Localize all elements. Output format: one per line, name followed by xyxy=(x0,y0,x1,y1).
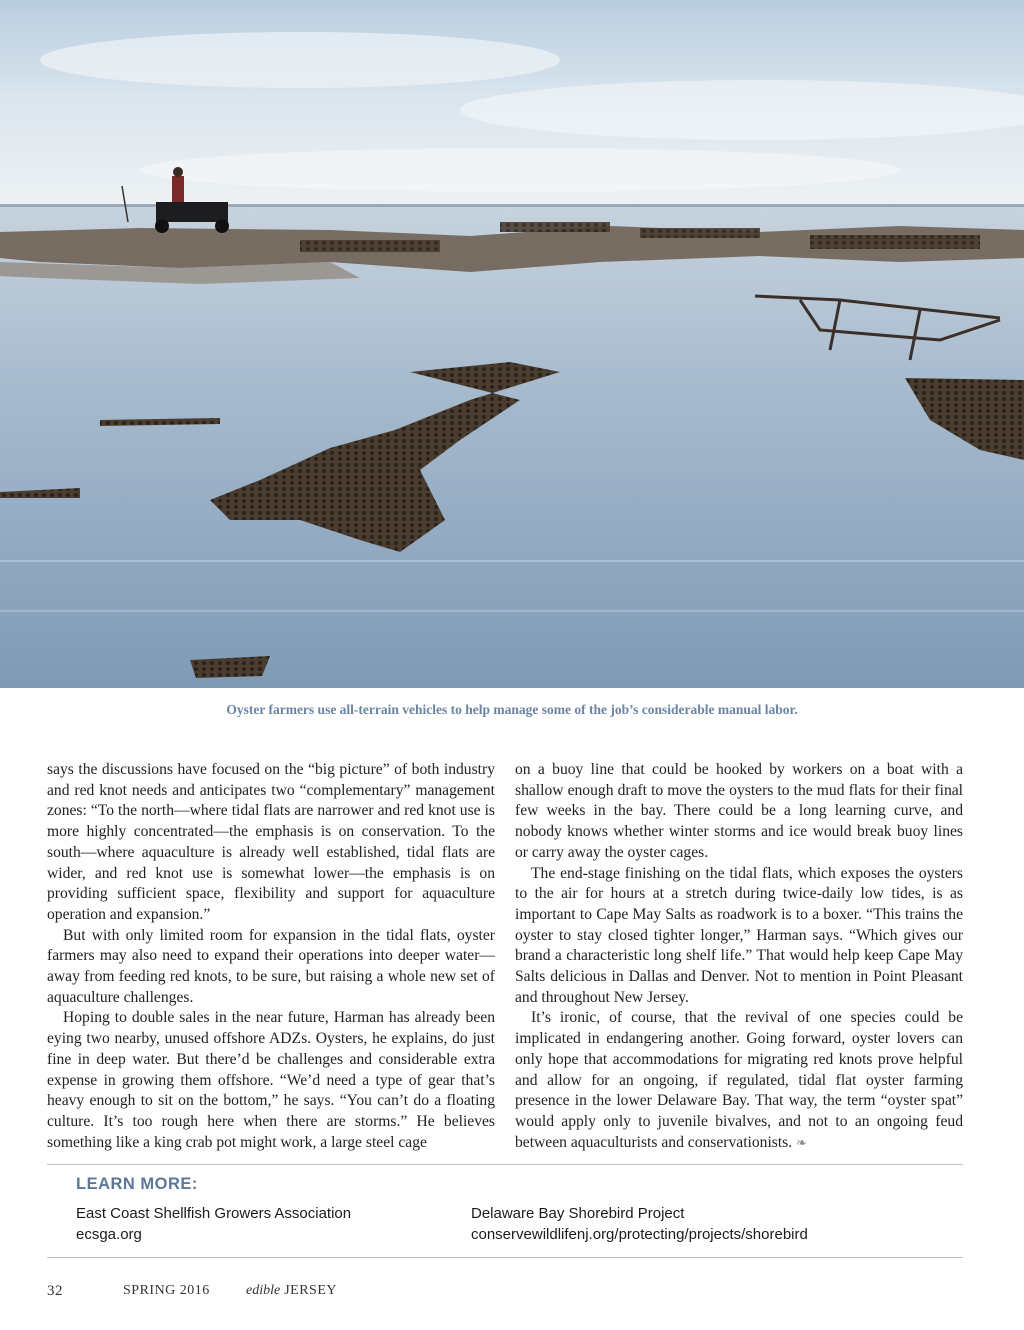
article-column-left xyxy=(47,760,495,1153)
article-paragraph-last xyxy=(515,1008,963,1153)
resource-item xyxy=(76,1203,351,1245)
learn-more-heading: LEARN MORE: xyxy=(76,1175,198,1193)
divider xyxy=(47,1257,963,1258)
article-paragraph: Hoping to double sales in the near future, Harman has already been eying two nearby, unused offshore ADZs. Oysters, he explains, do just fine in deep water. But there’d be challenges and considerable extra expense in growing them offshore. “We’d need a type of gear that’s heavy enough to sit on the bottom,” he says. “You can’t do a floating culture. It’s too rough here when there are storms.” He believes something like a king crab pot might work, a large steel cage xyxy=(47,1009,495,1151)
resource-link[interactable]: conservewildlifenj.org/protecting/projects/shorebird xyxy=(471,1226,808,1243)
resource-name: Delaware Bay Shorebird Project xyxy=(471,1205,685,1222)
issue-label: SPRING 2016 xyxy=(123,1283,210,1298)
resource-item xyxy=(471,1203,808,1245)
resource-link[interactable]: ecsga.org xyxy=(76,1226,142,1243)
divider xyxy=(47,1164,963,1165)
resource-name: East Coast Shellfish Growers Association xyxy=(76,1205,352,1222)
page-number: 32 xyxy=(47,1283,63,1299)
article-paragraph-text: It’s ironic, of course, that the revival of one species could be implicated in endangering another. Going forward, oyster lovers can only hope that accommodations for migrating red knots prove helpful and allow for an ongoing, if regulated, tidal flat oyster farming presence in the lower Delaware Bay. That way, the term “oyster spat” would apply only to juvenile bivalves, and not to an ongoing feud between aquaculturists and conservationists. xyxy=(515,1009,963,1151)
magazine-name-italic: edible xyxy=(246,1283,281,1298)
article-paragraph: on a buoy line that could be hooked by workers on a boat with a shallow enough draft to move the oysters to the mud flats for their final few weeks in the bay. There could be a long learning curve, and nobody knows whether winter storms and ice would break buoy lines or carry away the oyster cages. xyxy=(515,761,963,861)
photo-caption: Oyster farmers use all-terrain vehicles to help manage some of the job’s considerable manual labor. xyxy=(226,702,798,717)
article-column-right xyxy=(515,760,963,1153)
article-paragraph: But with only limited room for expansion in the tidal flats, oyster farmers may also need to expand their operations into deeper water—away from feeding red knots, to be sure, but raising a whole new set of aquaculture challenges. xyxy=(47,926,495,1006)
magazine-name-plain: JERSEY xyxy=(284,1283,338,1298)
article-paragraph: says the discussions have focused on the “big picture” of both industry and red knot needs and anticipates two “complementary” management zones: “To the north—where tidal flats are narrower and red knot use is more highly concentrated—the emphasis is on conservation. To the south—where aquaculture is already well established, tidal flats are wider, and red knot use is somewhat lower—the emphasis is on providing sufficient space, flexibility and support for aquaculture operation and expansion.” xyxy=(47,761,495,923)
magazine-name xyxy=(246,1283,337,1299)
article-paragraph: The end-stage finishing on the tidal flats, which exposes the oysters to the air for hours at a stretch during twice-daily low tides, is as important to Cape May Salts as roadwork is to a boxer. “This trains the oyster to stay closed tighter longer,” Harman says. “Which gives our brand a characteristic long shelf life.” That would help keep Cape May Salts delicious in Dallas and Denver. Not to mention in Point Pleasant and throughout New Jersey. xyxy=(515,864,963,1006)
end-mark-icon: ❧ xyxy=(796,1134,807,1150)
